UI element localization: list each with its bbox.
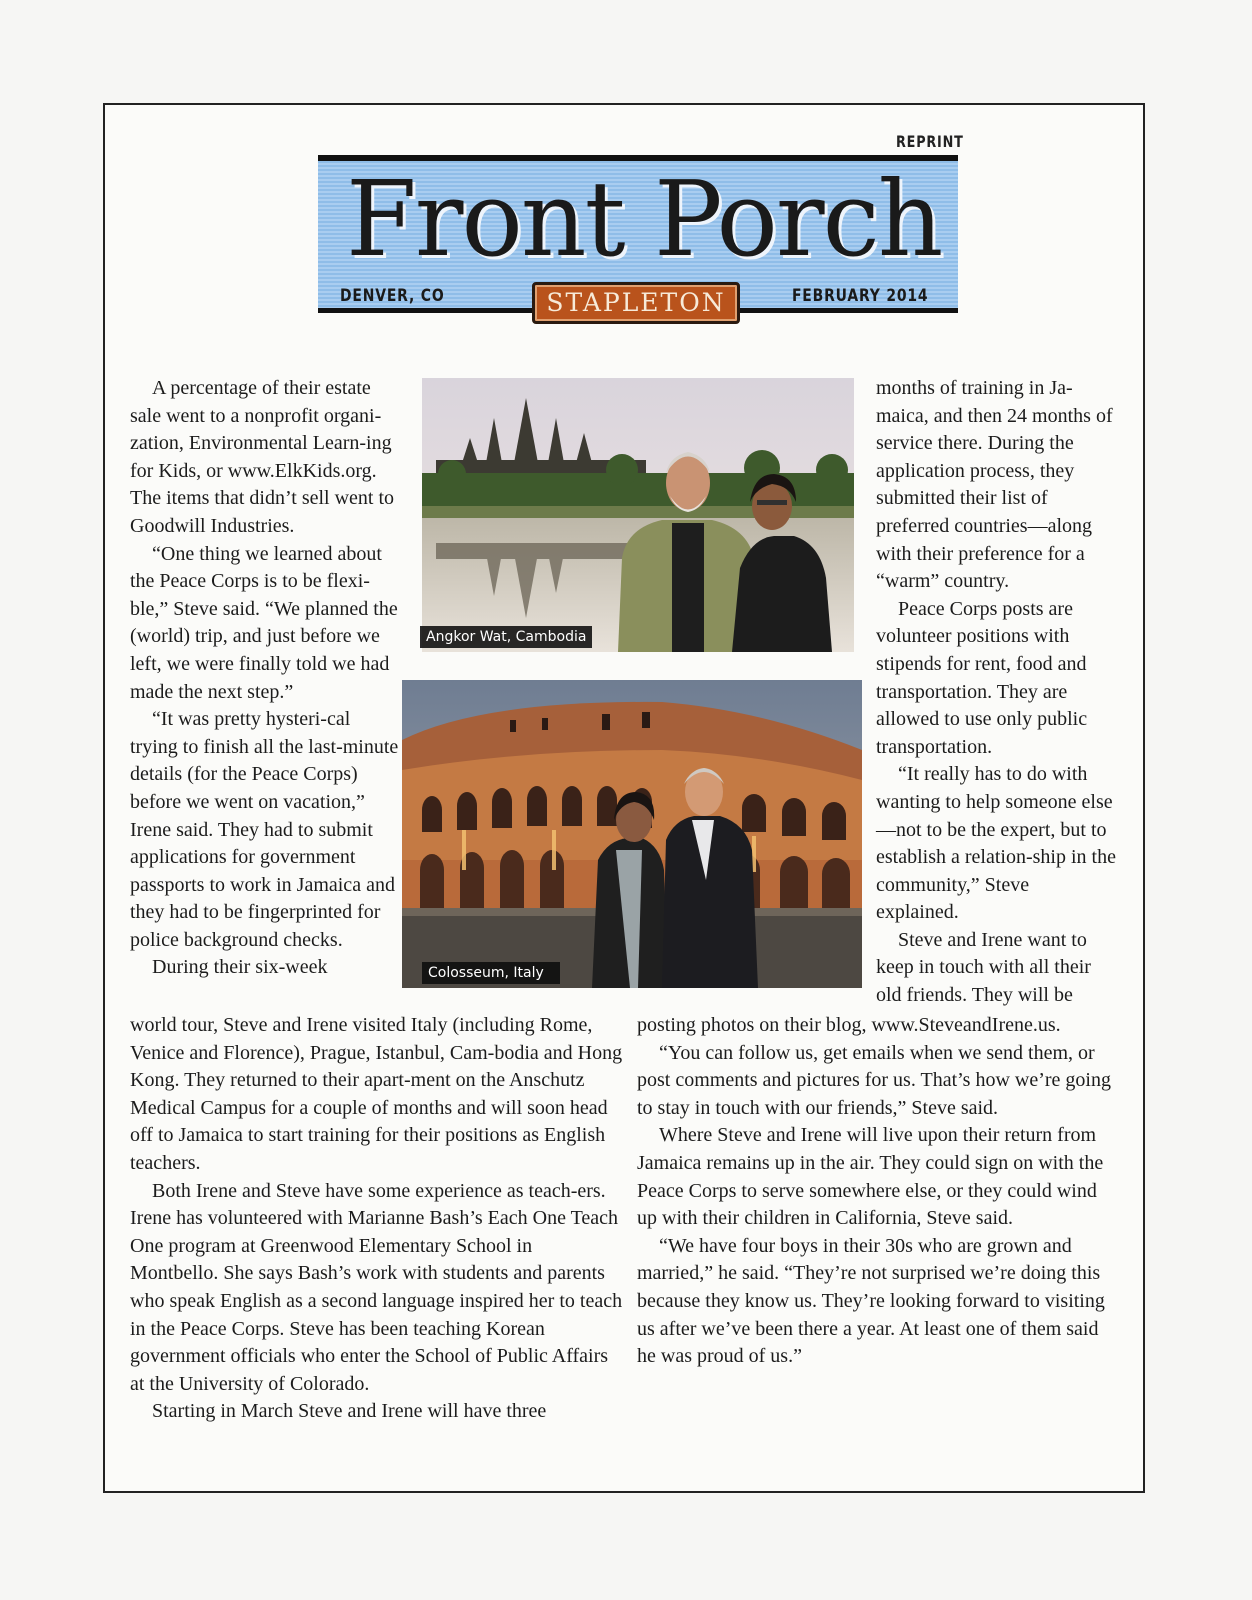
- masthead-badge: STAPLETON: [532, 282, 740, 324]
- article-paragraph: Both Irene and Steve have some experience as teach-ers. Irene has volunteered with Marianne Bash’s Each One Teach One program at Greenwood Elementary School in Montbello. She says Bash’s work with students and parents who speak English as a second language inspired her to teach in the Peace Corps. Steve has been teaching Korean government officials who enter the School of Public Affairs at the University of Colorado.: [130, 1179, 623, 1395]
- reprint-label: REPRINT: [896, 132, 964, 151]
- article-paragraph: Starting in March Steve and Irene will have three: [152, 1400, 547, 1423]
- article-column-bottom-right: [637, 1012, 1117, 1371]
- article-column-left: [130, 375, 400, 982]
- article-paragraph: Where Steve and Irene will live upon their return from Jamaica remains up in the air. They could sign on with the Peace Corps to serve somewhere else, or they could wind up with their children in California, Steve said.: [637, 1124, 1104, 1230]
- article-paragraph: “It really has to do with wanting to help someone else—not to be the expert, but to establish a relation-ship in the community,” Steve explained.: [876, 763, 1116, 924]
- article-paragraph: During their six-week: [152, 956, 328, 979]
- photo-caption: Colosseum, Italy: [422, 962, 560, 984]
- photo-colosseum: [402, 680, 862, 988]
- article-paragraph: Steve and Irene want to keep in touch with all their old friends. They will be: [876, 928, 1091, 1007]
- masthead: [318, 155, 958, 317]
- article-paragraph: Peace Corps posts are volunteer positions with stipends for rent, food and transportation. They are allowed to use only public transportation.: [876, 597, 1088, 758]
- article-paragraph: A percentage of their estate sale went to a nonprofit organi-zation, Environmental Learn-ing for Kids, or www.ElkKids.org. The items that didn’t sell went to Goodwill Industries.: [130, 377, 395, 537]
- article-paragraph: world tour, Steve and Irene visited Italy (including Rome, Venice and Florence), Prague, Istanbul, Cam-bodia and Hong Kong. They returned to their apart-ment on the Anschutz Medical Campus for a couple of months and will soon head off to Jamaica to start training for their positions as English teachers.: [130, 1014, 623, 1174]
- article-paragraph: “It was pretty hysteri-cal trying to finish all the last-minute details (for the Peace Corps) before we went on vacation,” Irene said. They had to submit applications for government passports to work in Jamaica and they had to be fingerprinted for police background checks.: [130, 708, 399, 951]
- article-paragraph: “One thing we learned about the Peace Corps is to be flexi-ble,” Steve said. “We planned the (world) trip, and just before we left, we were finally told we had made the next step.”: [130, 542, 398, 703]
- article-paragraph: “We have four boys in their 30s who are grown and married,” he said. “They’re not surprised we’re doing this because they know us. They’re looking forward to visiting us after we’ve been there a year. At least one of them said he was proud of us.”: [637, 1234, 1105, 1368]
- masthead-date: FEBRUARY 2014: [791, 286, 928, 306]
- article-column-bottom-left: [130, 1012, 625, 1426]
- photo-angkor-wat: [422, 378, 854, 652]
- article-column-right: [876, 375, 1116, 1010]
- article-paragraph: posting photos on their blog, www.SteveandIrene.us.: [637, 1014, 1061, 1036]
- photo-caption: Angkor Wat, Cambodia: [420, 626, 592, 648]
- masthead-title: Front Porch: [346, 158, 942, 280]
- article-paragraph: months of training in Ja-maica, and then 24 months of service there. During the application process, they submitted their list of preferred countries—along with their preference for a “warm” country.: [876, 377, 1113, 593]
- masthead-city: DENVER, CO: [340, 286, 445, 306]
- article-paragraph: “You can follow us, get emails when we send them, or post comments and pictures for us. That’s how we’re going to stay in touch with our friends,” Steve said.: [637, 1041, 1111, 1119]
